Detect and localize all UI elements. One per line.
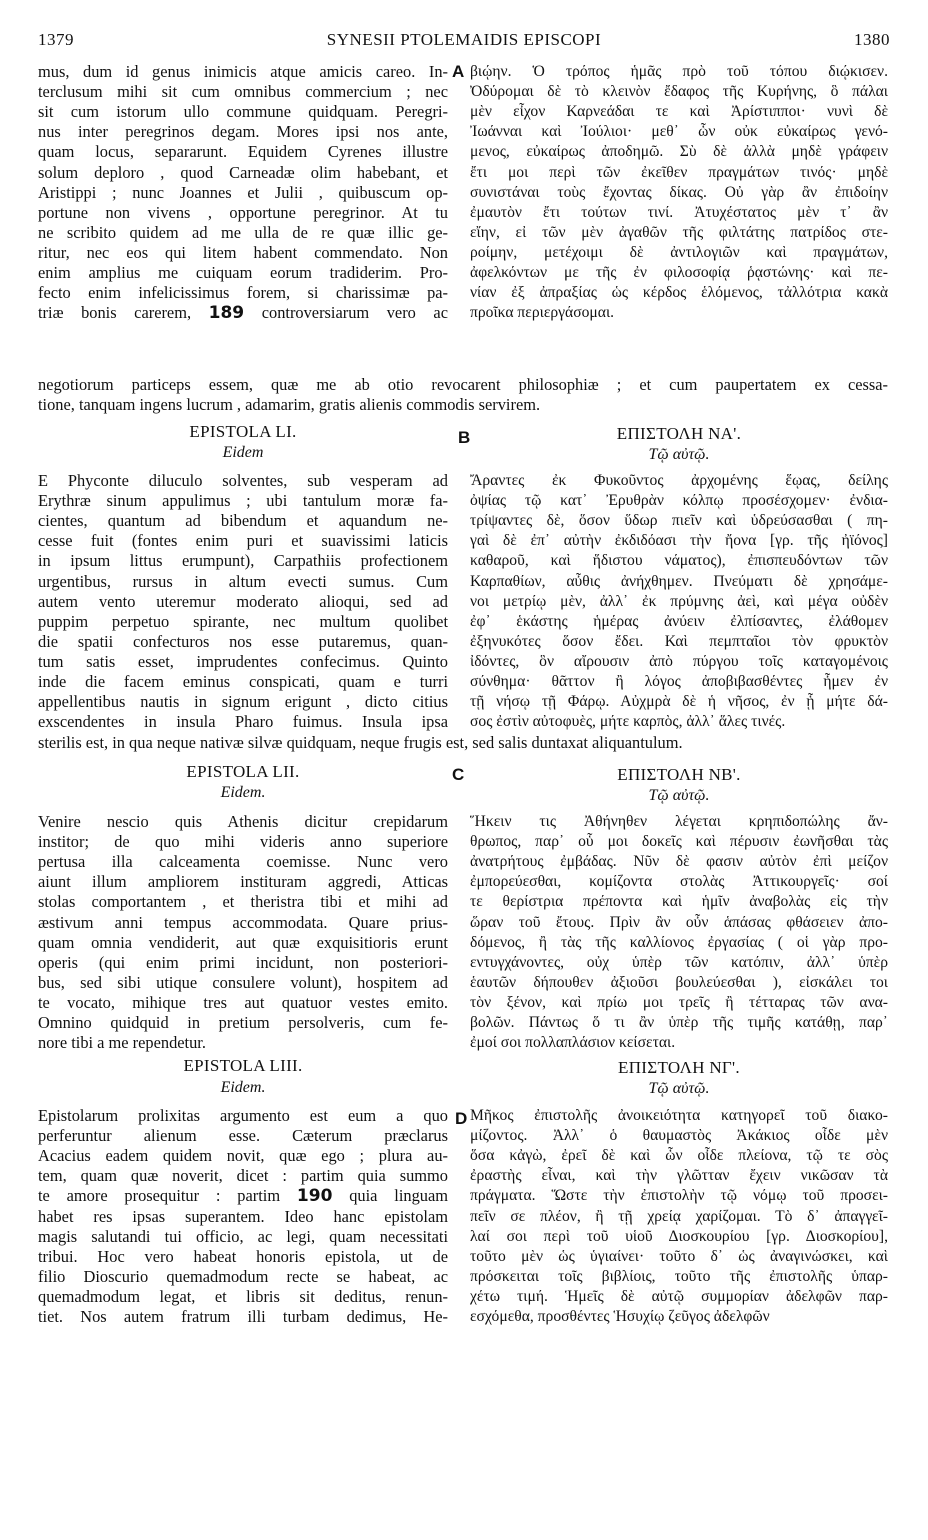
greek-line: Ἰωάνναι καὶ Ἰούλιοι· μεθ᾽ ὧν οὐκ εὐκαίρως γενό- xyxy=(470,123,888,141)
greek-line: ἰδόντες, ὃν αἴρουσιν ἀπὸ πύργου τοῖς καταγομένοις xyxy=(470,652,888,670)
latin-line: Omnino quidquid in pretium persolveris, cum fe- xyxy=(38,1013,448,1032)
epistle-title-latin: EPISTOLA LI. xyxy=(189,422,297,441)
margin-marker-c: C xyxy=(452,765,465,784)
epistle-title-latin: EPISTOLA LII. xyxy=(186,762,300,781)
greek-line: καθαροῦ, καὶ ἥδιστου νάματος), ἐπισπευδόντων τῶν xyxy=(470,552,888,570)
greek-line: συνιστάναι τοὺς ἔχοντας δίκας. Οὐ γὰρ ἂν ἐπιδοίην xyxy=(470,183,888,201)
column-number: 190 xyxy=(296,1186,333,1207)
full-line: sterilis est, in qua neque nativæ silvæ quidquam, neque frugis est, sed salis duntaxat aliquantulum. xyxy=(38,733,683,752)
latin-line: filio Dioscurio quemadmodum recte se habeat, ac xyxy=(38,1266,448,1286)
greek-line: Ὀδύρομαι δὲ τὸ κλεινὸν ἔδαφος τῆς Κυρήνης, ὃ πάλαι xyxy=(470,83,888,101)
greek-line: ἑαυτῶν δήπουθεν ἀξιοῦσι βουλεύεσθαι ), εἰσκάλει τοι xyxy=(470,973,888,991)
epistle-subtitle-greek: Τῷ αὐτῷ. xyxy=(648,787,710,804)
latin-line: puppim perpetuo spirante, nec multum quolibet xyxy=(38,611,448,631)
latin-line: Epistolarum prolixitas argumento est eum a quo xyxy=(38,1106,448,1125)
latin-line: tribui. Hoc vero habeat honoris epistola, ut de xyxy=(38,1246,448,1266)
greek-line: μενος, εὐκαίρως ἀποδημῶ. Σὺ δὲ ἀλλὰ μηδὲ γράφειν xyxy=(470,143,888,161)
latin-line: tum satis esset, imprudentes confecimus. Quinto xyxy=(38,651,448,671)
greek-line: εντυγχάνοντες, οὐχ ὑπὲρ τῶν κατόπιν, ἀλλ᾽ ὑπὲρ xyxy=(470,953,888,971)
latin-line: bus, sed sibi utique consulere volunt), hospitem ad xyxy=(38,972,448,992)
latin-line: autem vento uteremur moderato alioqui, sed ad xyxy=(38,591,448,611)
margin-marker-a: A xyxy=(452,62,465,81)
page-number-left: 1379 xyxy=(38,30,74,49)
margin-marker-d: D xyxy=(455,1109,468,1128)
greek-line: ὥραν τοῦ ἔτους. Πρὶν ἂν οὖν ἁπάσας φθάσειεν ἀπο- xyxy=(470,913,888,931)
greek-line: ἐφ᾽ ἑκάστης ἡμέρας ἀνύειν ἐλπίσαντες, ἐλάθομεν xyxy=(470,612,888,630)
latin-line: quam omnia vendiderit, aut quæ exquisitioris erunt xyxy=(38,932,448,952)
greek-line: τὸν ξένον, καὶ πρίω μοι τρεῖς ἢ τέτταρας τῶν ανα- xyxy=(470,993,888,1011)
latin-line: Erythræ sinum appulimus ; ubi tantulum moræ fa- xyxy=(38,491,448,511)
greek-line: τε θερίστρια πρέποντα καὶ ἡμῖν ἀναβολὰς εἰς τὴν xyxy=(470,893,888,911)
greek-line: χέτω τιμή. Ἡμεῖς δὲ αὐτῷ συμμορίαν ἀδελφῶν παρ- xyxy=(470,1287,888,1305)
greek-line: μίζοντος. Ἀλλ᾽ ὁ θαυμαστὸς Ἀκάκιος οἶδε μὲν xyxy=(470,1127,888,1145)
greek-line: πράγματα. Ὥστε τὴν ἐπιστολὴν τῷ νόμῳ τοῦ προσει- xyxy=(470,1187,888,1205)
latin-line: nus inter peregrinos degam. Mores ipsi nos ante, xyxy=(38,122,448,142)
greek-line: ἐμοί σοι πολλαπλάσιον κείσεται. xyxy=(470,1034,676,1052)
greek-line: Καρπαθίων, αὖθις ἀνήχθημεν. Πνεύματι δὲ χρησάμε- xyxy=(470,572,888,590)
greek-line: νίαν ἐξ ἀπραξίας ὡς κέρδος ἑλόμενος, τἀλλότρια κακὰ xyxy=(470,284,888,302)
greek-line: ἔτι μοι περὶ τῶν ἐκεῖθεν πραγμάτων τινός· μηδὲ xyxy=(470,163,888,181)
latin-line: portune non vivens , opportune peregrinor. At tu xyxy=(38,202,448,222)
latin-line: pertusa illa calceamenta coemisse. Nunc vero xyxy=(38,852,448,872)
latin-line: cesse fuit (fontes enim puri et suavissimi laticis xyxy=(38,531,448,551)
epistle-subtitle-latin: Eidem xyxy=(222,444,264,461)
latin-line: triæ bonis carerem, 189 controversiarum vero ac xyxy=(38,303,448,324)
page-number-right: 1380 xyxy=(854,30,890,49)
latin-line: ritur, nec eos qui litem habent commendato. Non xyxy=(38,242,448,262)
full-line: tione, tanquam ingens lucrum , adamarim, gratis alienis commodis servirem. xyxy=(38,395,541,414)
latin-line: cientes, quantum ad bibendum et aquandum ne- xyxy=(38,511,448,531)
greek-line: Ἥκειν τις Ἀθήνηθεν λέγεται κρηπιδοπώλης ἄν- xyxy=(470,813,888,830)
greek-line: ἐμαυτὸν ἔτι τούτων τινί. Ἀτυχέστατος μὲν τ᾽ ἂν xyxy=(470,203,888,221)
latin-line: magis salutandi tui officio, ac legi, quam necessitati xyxy=(38,1226,448,1246)
greek-line: μὲν εἶχον Καρνεάδαι τε καὶ Ἀρίστιπποι· νυνὶ δὲ xyxy=(470,103,888,121)
epistle-subtitle-latin: Eidem. xyxy=(220,1079,266,1096)
greek-line: ἐμπορεύεσθαι, κομίζοντα στολὰς Ἀττικουργεῖς· σοί xyxy=(470,873,888,891)
epistle-subtitle-greek: Τῷ αὐτῷ. xyxy=(648,446,710,463)
epistle-title-greek: ΕΠΙΣΤΟΛΗ ΝΒ'. xyxy=(617,765,741,784)
greek-line: τρίψαντες δὲ, ὅσον ὕδωρ πιεῖν καὶ ὑδρεύσασθαι ( πη- xyxy=(470,512,888,530)
epistle-title-greek: ΕΠΙΣΤΟΛΗ ΝΑ'. xyxy=(616,424,742,443)
latin-line: die spatii confecturos nos esse putaremus, quan- xyxy=(38,631,448,651)
greek-line: Μῆκος ἐπιστολῆς ἀνοικειότητα κατηγορεῖ τοῦ διακο- xyxy=(470,1107,888,1124)
epistle-title-latin: EPISTOLA LIII. xyxy=(183,1056,303,1075)
page-header xyxy=(38,30,890,54)
latin-line: Acacius eadem quidem novit, quæ ego ; plura au- xyxy=(38,1146,448,1166)
epistle-title-greek: ΕΠΙΣΤΟΛΗ ΝΓ'. xyxy=(618,1058,740,1077)
greek-line: σύνθημα· θᾶττον ἢ λόγος ἀποβιβασθέντες ἦμεν ἐν xyxy=(470,673,888,690)
latin-line: perferuntur alienum esse. Cæterum præclarus xyxy=(38,1126,448,1146)
latin-line: inde die facem eminus conspicati, quam e turri xyxy=(38,672,448,691)
greek-line: εἴην, εἰ τῶν μὲν ἀγαθῶν τῆς φιλτάτης πατρίδος στε- xyxy=(470,223,888,241)
latin-line: institor; de quo mihi videris anno superiore xyxy=(38,832,448,852)
latin-line: quemadmodum legat, et libris sit deditus, renun- xyxy=(38,1286,448,1306)
greek-line: ὀψίας τῷ κατ᾽ Ἐρυθρὰν κόλπῳ προσέσχομεν· ἐνδια- xyxy=(470,492,888,510)
greek-line: τῇ νήσῳ τῇ Φάρῳ. Αὐχμρὰ δὲ ἡ νῆσος, ἐν ᾗ μήτε δά- xyxy=(470,693,888,711)
margin-marker-b: B xyxy=(458,428,471,447)
latin-line: enim amplius me cuiquam eorum tradiderim. Pro- xyxy=(38,263,448,282)
latin-line: ne scribito quidem ad me ulla de re quæ illic ge- xyxy=(38,222,448,242)
greek-line: ὅσα κἀγὼ, ἐρεῖ δὲ καὶ ὧν οἶδε πλείονα, τῷ τε σὸς xyxy=(470,1147,888,1165)
greek-line: ἀνατρήτους ἐμβάδας. Νῦν δὲ φασιν αὐτὸν ἐπὶ μείζον xyxy=(470,853,888,871)
latin-line: habet res ipsas superantem. Ideo hanc epistolam xyxy=(38,1206,448,1226)
latin-line: terclusum mihi sit cum omnibus commercium ; nec xyxy=(38,82,448,102)
latin-line: Aristippi ; nunc Joannes et Julii , quibuscum op- xyxy=(38,182,448,202)
column-number: 189 xyxy=(208,303,245,324)
latin-line: operis (qui enim primi incidunt, non posteriori- xyxy=(38,952,448,972)
latin-line: nore tibi a me rependetur. xyxy=(38,1033,206,1053)
greek-line: ἐξηνυκότες ὅσον ἔδει. Καὶ πεμπταῖοι τὸν φρυκτὸν xyxy=(470,632,888,650)
greek-line: ροίμην, μετέχοιμι δὲ ἀντιλογιῶν καὶ πραγμάτων, xyxy=(470,243,888,261)
latin-line: te vocato, mihique tres aut quatuor vestes emito. xyxy=(38,992,448,1012)
latin-line: exscendentes in insula Pharo fuimus. Insula ipsa xyxy=(38,712,448,732)
latin-line: tiet. Nos autem fratrum illi turbam dedimus, He- xyxy=(38,1307,448,1326)
greek-line: ἐραστὴς εἶναι, καὶ τὴν γλῶτταν ἔχειν νικῶσαν τὰ xyxy=(470,1167,888,1185)
greek-line: προῖκα περιεργάσομαι. xyxy=(470,304,615,322)
greek-line: πρόσκειται τοῖς βιβλίοις, τοῦτο τῆς ἐπιστολῆς ὑπαρ- xyxy=(470,1267,888,1285)
latin-line: mus, dum id genus inimicis atque amicis careo. In- xyxy=(38,62,448,81)
latin-line: Venire nescio quis Athenis dicitur crepidarum xyxy=(38,812,448,831)
greek-line: πεῖν σε πλέον, ἢ τῇ χρείᾳ χαρίζομαι. Τὸ δ᾽ ἀπαγγεῖ- xyxy=(470,1207,888,1225)
greek-line: σος ἐστὶν αὐτοφυὲς, μήτε καρπὸς, ἀλλ᾽ ἅλες τινές. xyxy=(470,713,786,731)
epistle-subtitle-latin: Eidem. xyxy=(220,784,266,801)
greek-line: δόμενος, ἢ τὰς τῆς καλλίονος ἐργασίας ( οἱ γὰρ προ- xyxy=(470,933,888,951)
running-title: SYNESII PTOLEMAIDIS EPISCOPI xyxy=(326,30,602,49)
latin-line: aiunt illum ampliorem instituram aggredi, Atticas xyxy=(38,872,448,892)
greek-line: βιῴην. Ὁ τρόπος ἡμᾶς πρὸ τοῦ τόπου διῴκισεν. xyxy=(470,63,888,80)
greek-line: γαὶ δὲ ἐπ᾽ αὐτὴν ἐκδιδόασι τὴν ἤονα [γρ. τῆς ἠϊόνος] xyxy=(470,532,888,550)
greek-line: Ἄραντες ἐκ Φυκοῦντος ἀρχομένης ἕῳας, δείλης xyxy=(470,472,888,489)
latin-line: stolas comportantem , et theristra tibi et mihi ad xyxy=(38,892,448,912)
latin-line: urgentibus, rursus in altum evecti sumus. Cum xyxy=(38,571,448,591)
greek-line: λαί σοι περὶ τοῦ υἱοῦ Διοσκουρίου [γρ. Διοσκορίου], xyxy=(470,1227,888,1245)
greek-line: βολῶν. Πάντως ὅ τι ἂν ὑπὲρ τῆς τιμῆς κατάθῃ, παρ᾽ xyxy=(470,1014,888,1031)
latin-line: sit cum istorum ullo commune quidquam. Peregri- xyxy=(38,102,448,122)
greek-line: νοι μετρίῳ μὲν, ἀλλ᾽ ἐκ πρύμνης ἀεὶ, καὶ μέγα οὐδὲν xyxy=(470,592,888,610)
full-line: negotiorum particeps essem, quæ me ab otio revocarent philosophiæ ; et cum paupertatem ex cessa- xyxy=(38,375,888,394)
epistle-subtitle-greek: Τῷ αὐτῷ. xyxy=(648,1080,710,1097)
latin-line: fecto enim infelicissimus forem, si charissimæ pa- xyxy=(38,283,448,303)
greek-line: τοῦτο μὲν ὡς ὑγιαίνει· τοῦτο δ᾽ ὡς ἀναγινώσκει, καὶ xyxy=(470,1247,888,1265)
latin-line: solum deploro , quod Carneadæ olim habebant, et xyxy=(38,162,448,182)
latin-line: quam locus, separarunt. Equidem Cyrenes illustre xyxy=(38,142,448,162)
greek-line: ἀφελκόντων με τῆς ἐν φιλοσοφίᾳ ῥᾳστώνης· καὶ πε- xyxy=(470,264,888,281)
latin-line: E Phyconte diluculo solventes, sub vesperam ad xyxy=(38,471,448,490)
latin-line: te amore prosequitur : partim 190 quia linguam xyxy=(38,1186,448,1207)
greek-line: εσχόμεθα, προσθέντες Ἡσυχίῳ ζεῦγος ἀδελφῶν xyxy=(470,1308,770,1325)
latin-line: æstivum anni tempus accommodata. Quare prius- xyxy=(38,912,448,932)
latin-line: tem, quam quæ noverit, dicet : partim quia summo xyxy=(38,1166,448,1186)
greek-line: θρωπος, παρ᾽ οὗ μοι δοκεῖς καὶ πέρυσιν ἐωνῆσθαι τὰς xyxy=(470,833,888,851)
latin-line: appellentibus nautis in signum erigunt , dicto citius xyxy=(38,692,448,712)
latin-line: in ipsum littus erumpunt), Carpathiis profectionem xyxy=(38,551,448,571)
